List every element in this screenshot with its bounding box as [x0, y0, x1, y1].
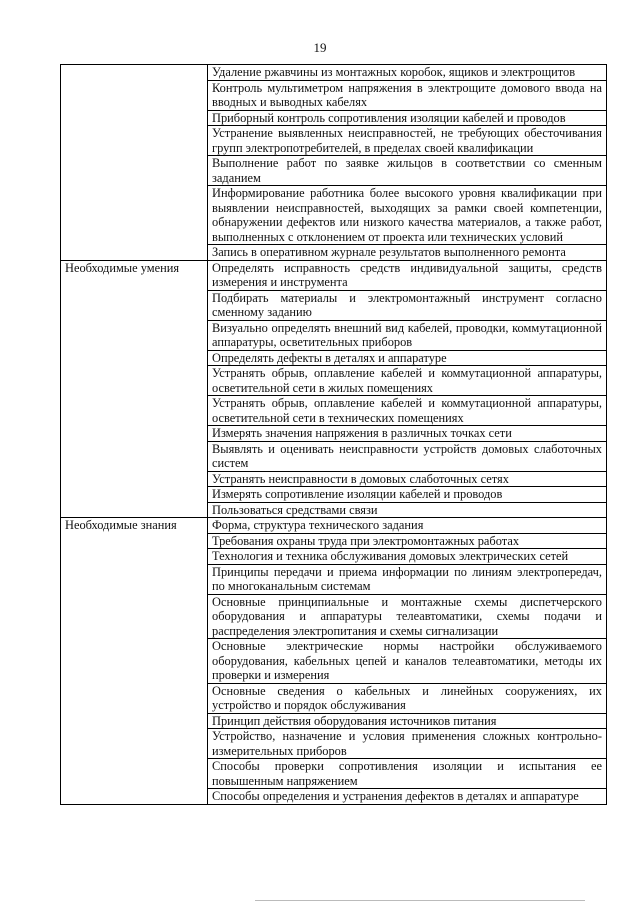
requirement-item: Визуально определять внешний вид кабелей, проводки, коммутационной аппаратуры, осветительных приборов — [208, 320, 607, 350]
requirement-item: Приборный контроль сопротивления изоляции кабелей и проводов — [208, 110, 607, 126]
requirement-item: Устранять обрыв, оплавление кабелей и коммутационной аппаратуры, осветительной сети в технических помещениях — [208, 396, 607, 426]
requirement-item: Информирование работника более высокого уровня квалификации при выявлении неисправностей, выходящих за рамки своей компетенции, обнаружении дефектов или низкого качества материалов, а также работ, выполненных с отклонением от проекта или технических условий — [208, 186, 607, 245]
requirement-item: Выявлять и оценивать неисправности устройств домовых слаботочных систем — [208, 441, 607, 471]
requirement-item: Способы определения и устранения дефектов в деталях и аппаратуре — [208, 789, 607, 805]
requirement-item: Контроль мультиметром напряжения в электрощите домового ввода на вводных и выводных кабелях — [208, 80, 607, 110]
requirement-item: Форма, структура технического задания — [208, 518, 607, 534]
requirement-item: Требования охраны труда при электромонтажных работах — [208, 533, 607, 549]
requirement-item: Принцип действия оборудования источников питания — [208, 713, 607, 729]
section-heading — [61, 65, 208, 261]
requirement-item: Устройство, назначение и условия применения сложных контрольно-измерительных приборов — [208, 729, 607, 759]
requirement-item: Устранять обрыв, оплавление кабелей и коммутационной аппаратуры, осветительной сети в жилых помещениях — [208, 366, 607, 396]
table-row — [61, 518, 607, 534]
requirement-item: Измерять сопротивление изоляции кабелей и проводов — [208, 487, 607, 503]
requirement-item: Удаление ржавчины из монтажных коробок, ящиков и электрощитов — [208, 65, 607, 81]
requirement-item: Пользоваться средствами связи — [208, 502, 607, 518]
page-number: 19 — [313, 40, 327, 55]
scan-edge-line — [255, 900, 585, 901]
requirement-item: Способы проверки сопротивления изоляции и испытания ее повышенным напряжением — [208, 759, 607, 789]
requirements-table-body — [61, 65, 607, 805]
requirement-item: Измерять значения напряжения в различных точках сети — [208, 426, 607, 442]
requirements-table — [60, 64, 607, 805]
requirement-item: Определять дефекты в деталях и аппаратуре — [208, 350, 607, 366]
requirement-item: Основные сведения о кабельных и линейных сооружениях, их устройство и порядок обслуживания — [208, 683, 607, 713]
requirement-item: Выполнение работ по заявке жильцов в соответствии со сменным заданием — [208, 156, 607, 186]
table-row — [61, 260, 607, 290]
requirement-item: Устранение выявленных неисправностей, не требующих обесточивания групп электропотребителей, в пределах своей квалификации — [208, 126, 607, 156]
section-heading: Необходимые умения — [61, 260, 208, 518]
requirement-item: Основные принципиальные и монтажные схемы диспетчерского оборудования и аппаратуры телеавтоматики, схемы подачи и распределения электропитания и схемы сигнализации — [208, 594, 607, 639]
table-row — [61, 65, 607, 81]
requirement-item: Технология и техника обслуживания домовых электрических сетей — [208, 549, 607, 565]
requirement-item: Запись в оперативном журнале результатов выполненного ремонта — [208, 245, 607, 261]
requirement-item: Устранять неисправности в домовых слаботочных сетях — [208, 471, 607, 487]
requirement-item: Определять исправность средств индивидуальной защиты, средств измерения и инструмента — [208, 260, 607, 290]
requirement-item: Основные электрические нормы настройки обслуживаемого оборудования, кабельных цепей и каналов телеавтоматики, методы их проверки и измерения — [208, 639, 607, 684]
section-heading: Необходимые знания — [61, 518, 208, 805]
requirement-item: Подбирать материалы и электромонтажный инструмент согласно сменному заданию — [208, 290, 607, 320]
requirement-item: Принципы передачи и приема информации по линиям электропередач, по многоканальным системам — [208, 564, 607, 594]
